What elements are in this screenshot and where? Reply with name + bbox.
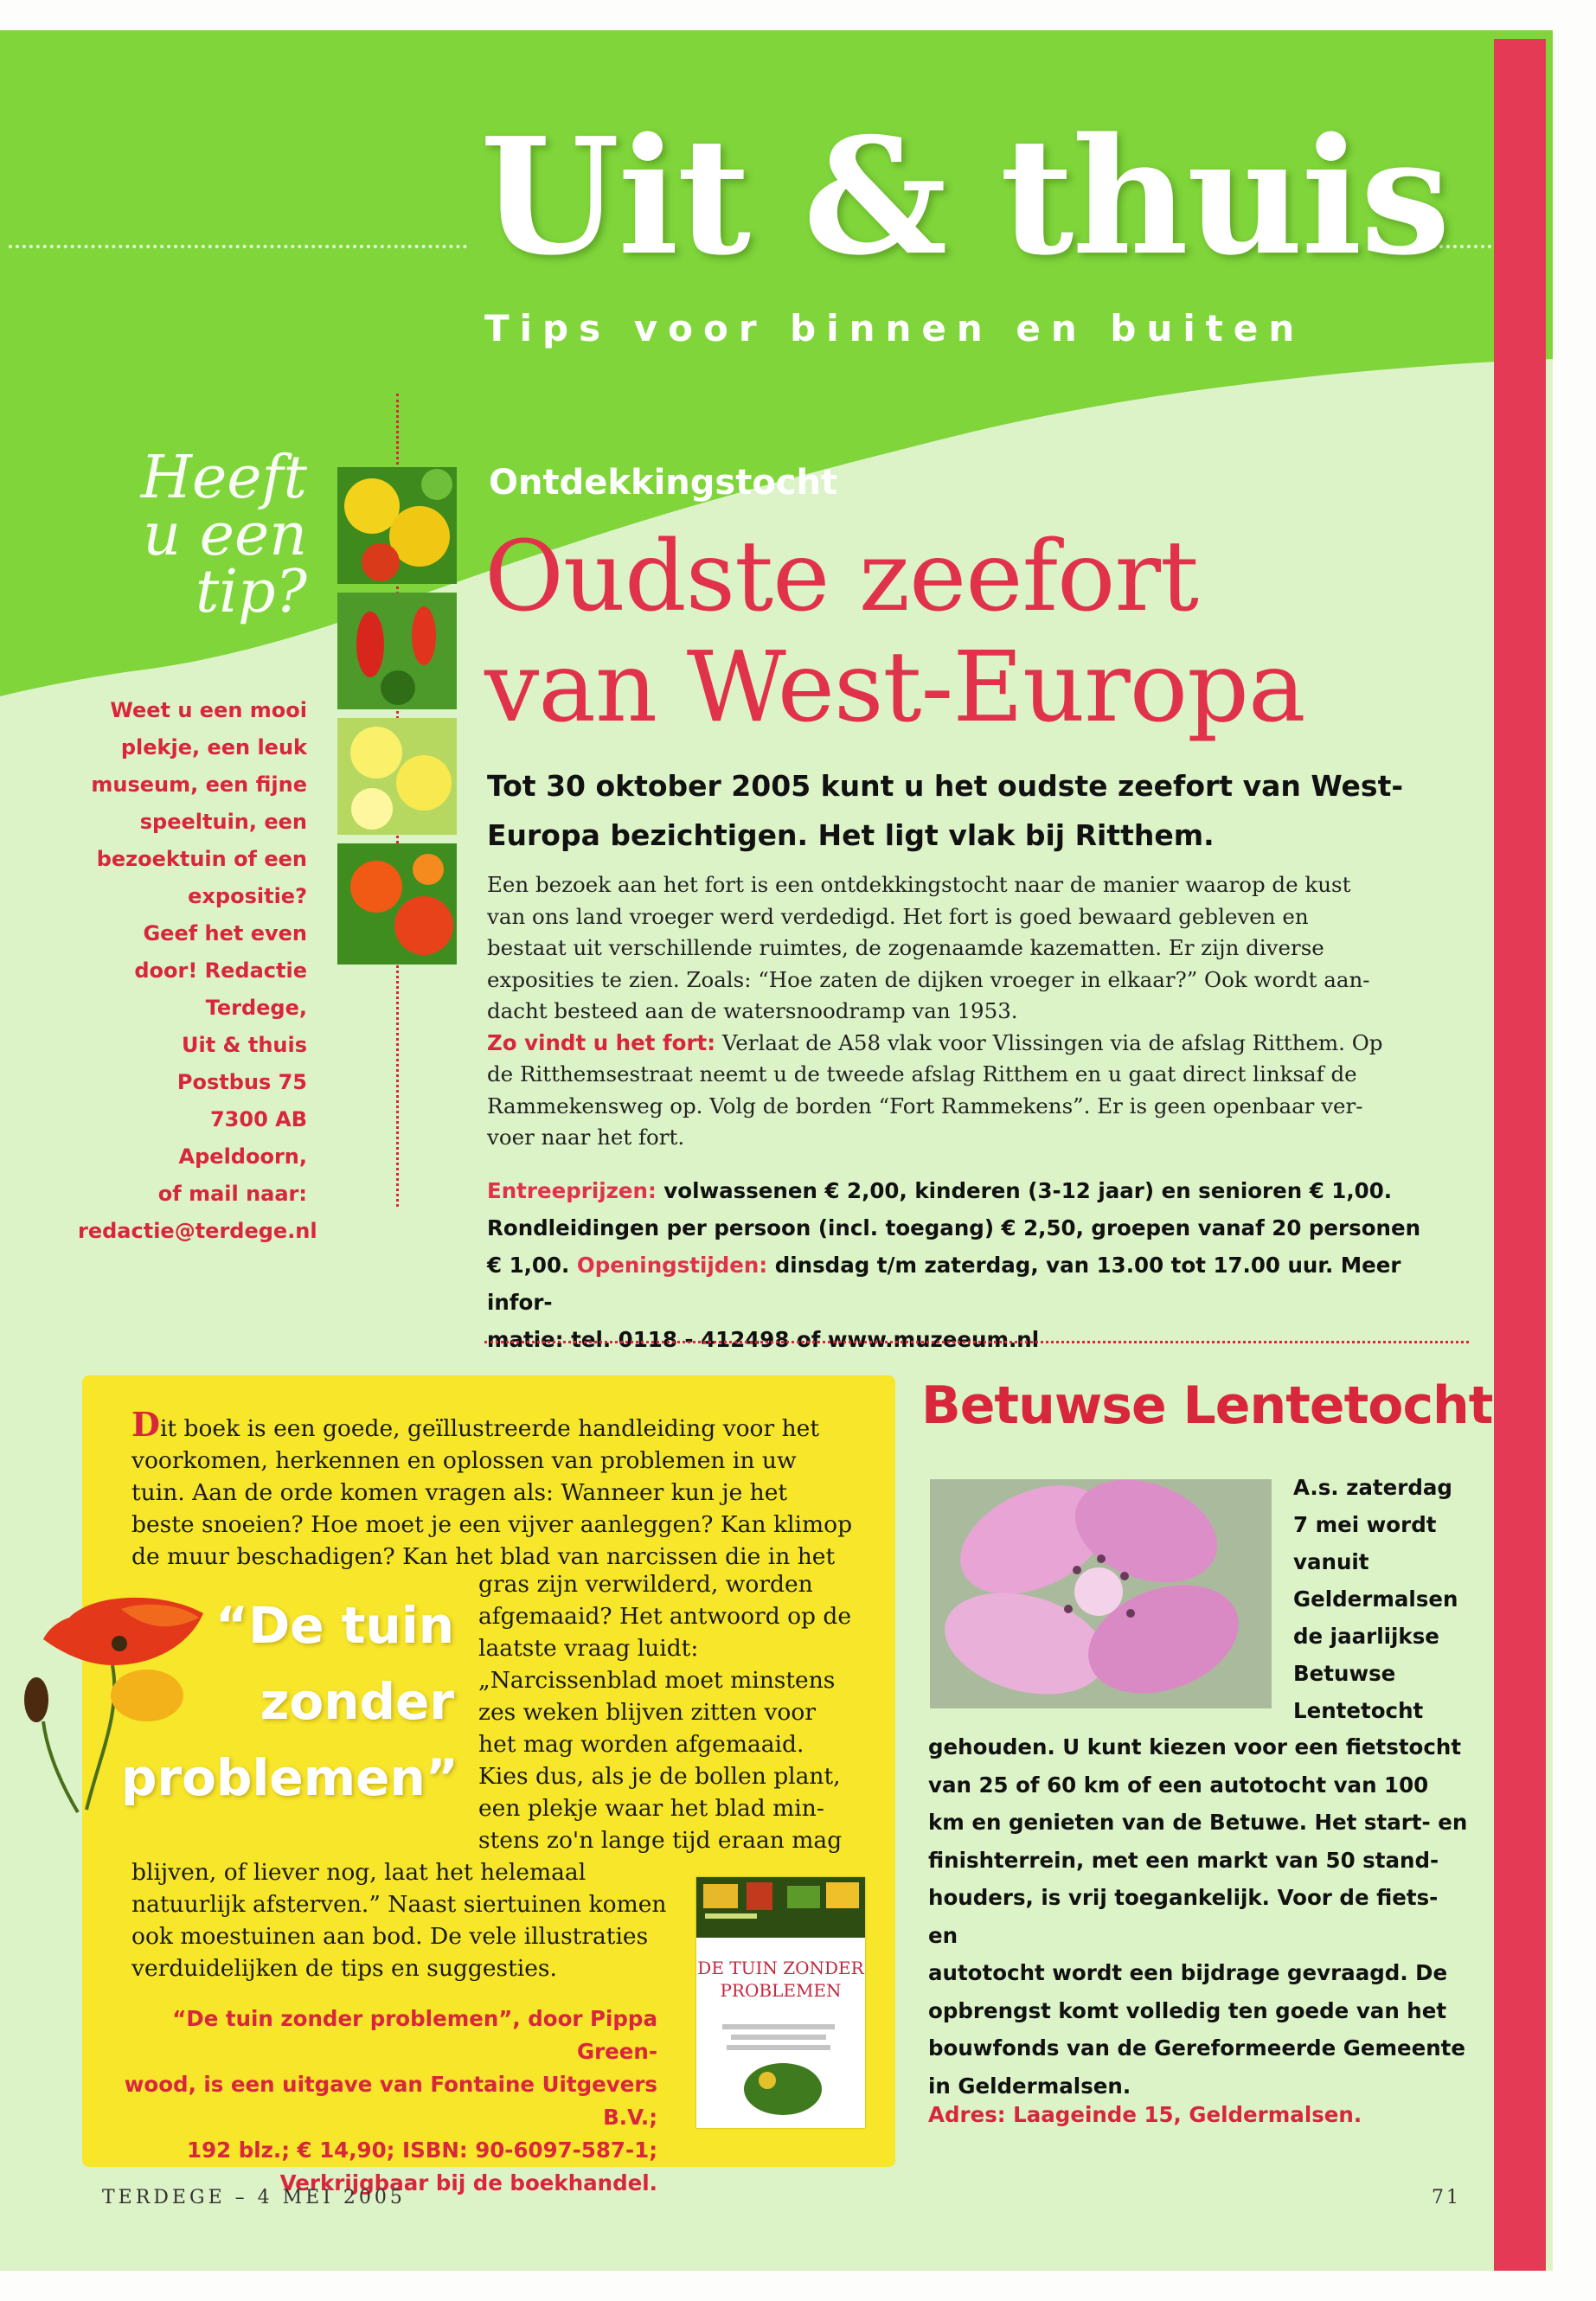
blossom-photo <box>930 1479 1272 1708</box>
betuwse-title: Betuwse Lentetocht <box>921 1375 1493 1436</box>
directions-label: Zo vindt u het fort: <box>487 1029 716 1055</box>
book-dropcap: D <box>131 1405 160 1444</box>
flower-photo-2 <box>337 593 457 709</box>
masthead-subtitle: Tips voor binnen en buiten <box>484 307 1305 349</box>
article-kicker: Ontdekkingstocht <box>489 463 838 503</box>
book-cover-art <box>696 1877 865 2128</box>
article-lead: Tot 30 oktober 2005 kunt u het oudste zeefort van West- Europa bezichtigen. Het ligt vlak bij Ritthem. <box>487 769 1404 852</box>
book-cover-title: DE TUIN ZONDER PROBLEMEN <box>697 1958 864 2001</box>
flower-photo-3 <box>337 718 457 835</box>
flower-photo-1 <box>337 467 457 584</box>
betuwse-intro: A.s. zaterdag 7 mei wordt vanuit Geldermalsen de jaarlijkse Betuwse Lentetocht <box>1293 1475 1458 1723</box>
horizontal-dotted-divider <box>484 1341 1469 1343</box>
tip-title: Heeft u een tip? <box>140 444 307 626</box>
opening-label: Openingstijden: <box>576 1253 768 1278</box>
betuwse-address: Adres: Laageinde 15, Geldermalsen. <box>928 2102 1362 2127</box>
book-intro: Dit boek is een goede, geïllustreerde handleiding voor het voorkomen, herkennen en oplossen van problemen in uw tuin. Aan de orde komen vragen als: Wanneer kun je het beste snoeien? Hoe moet je een vijver aanleggen? Kan klimop de muur beschadigen? Kan het blad van narcissen die in het <box>131 1405 853 1570</box>
info-contact: matie: tel. 0118 - 412498 of www.muzeeum.nl <box>487 1327 1040 1352</box>
book-middle: gras zijn verwilderd, worden afgemaaid? Het antwoord op de laatste vraag luidt: „Narcissenblad moet minstens zes weken blijven zitten voor het mag worden afgemaaid. Kies dus, als je de bollen plant, een plekje waar het blad min- stens zo'n lange tijd eraan mag <box>478 1571 852 1854</box>
article-body: Een bezoek aan het fort is een ontdekkingstocht naar de manier waarop de kust van ons land vroeger werd verdedigd. Het fort is goed bewaard gebleven en bestaat uit verschillende ruimtes, de zogenaamde kazematten. Er zijn diverse exposities te zien. Zoals: “Hoe zaten de dijken vroeger in elkaar?” Ook wordt aan- dacht besteed aan de watersnoodramp van 1953. Zo vindt u het fort: Verlaat de A58 vlak voor Vlissingen via de afslag Ritthem. Op de Ritthemsestraat neemt u de tweede afslag Ritthem en u gaat direct linksaf de Rammekensweg op. Volg de borden “Fort Rammekens”. Er is geen openbaar ver- voer naar het fort. <box>487 872 1383 1150</box>
page-number: 71 <box>1432 2187 1461 2208</box>
tip-email-link[interactable]: redactie@terdege.nl <box>78 1219 317 1243</box>
header-dotted-line-left <box>9 245 467 248</box>
article-prices: Entreeprijzen: volwassenen € 2,00, kinderen (3-12 jaar) en senioren € 1,00. Rondleidingen per persoon (incl. toegang) € 2,50, groepen vanaf 20 personen € 1,00. Openingstijden: dinsdag t/m zaterdag, van 13.00 tot 17.00 uur. Meer infor- matie: tel. 0118 - 412498 of www.muzeeum.nl <box>487 1172 1443 1358</box>
masthead-title: Uit & thuis <box>480 102 1449 291</box>
book-credit: “De tuin zonder problemen”, door Pippa Green- wood, is een uitgave van Fontaine Uitgevers B.V.; 192 blz.; € 14,90; ISBN: 90-6097-587-1; Verkrijgbaar bij de boekhandel. <box>124 2006 657 2195</box>
book-title: “De tuin zonder problemen” <box>121 1596 458 1807</box>
betuwse-body: gehouden. U kunt kiezen voor een fietstocht van 25 of 60 km of een autotocht van 100 km en genieten van de Betuwe. Het start- en finishterrein, met een markt van 50 stand- houders, is vrij toegankelijk. Voor de fiets- en autotocht wordt een bijdrage gevraagd. De opbrengst komt volledig ten goede van het bouwfonds van de Gereformeerde Gemeente in Geldermalsen. <box>928 1734 1468 2099</box>
prices-label: Entreeprijzen: <box>487 1178 657 1203</box>
flower-photo-4 <box>337 843 457 965</box>
footer-issue: TERDEGE – 4 MEI 2005 <box>102 2187 406 2208</box>
right-red-bar <box>1494 39 1546 2271</box>
article-headline: Oudste zeefort van West-Europa <box>484 521 1305 744</box>
book-cover-image <box>696 1877 865 2128</box>
tip-body: Weet u een mooi plekje, een leuk museum, een fijne speeltuin, een bezoektuin of een expositie? Geef het even door! Redactie Terdege, Uit & thuis Postbus 75 7300 AB Apeldoorn, of mail naar: redactie@terdege.nl <box>78 692 307 1250</box>
book-end: blijven, of liever nog, laat het helemaal natuurlijk afsterven.” Naast siertuinen komen ook moestuinen aan bod. De vele illustraties verduidelijken de tips en suggesties. <box>131 1859 667 1982</box>
